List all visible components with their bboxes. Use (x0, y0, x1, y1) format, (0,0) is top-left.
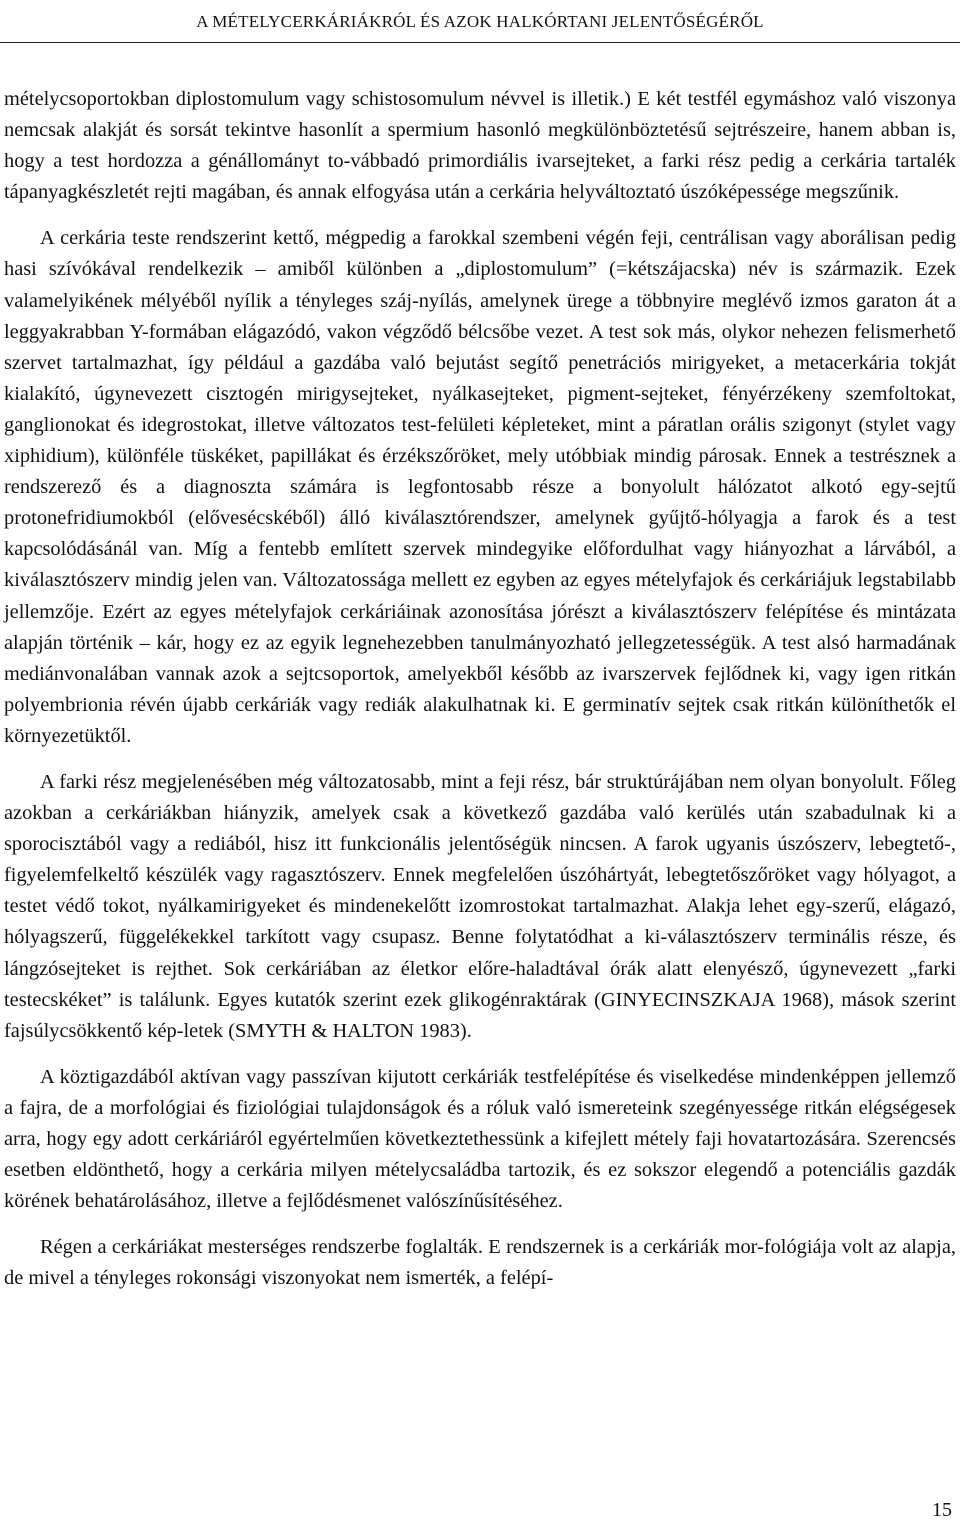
paragraph-classification: Régen a cerkáriákat mesterséges rendszerbe foglalták. E rendszernek is a cerkáriák mor-fológiája volt az alapja, de mivel a tényleges rokonsági viszonyokat nem ismerték, a felépí- (4, 1236, 956, 1290)
page-number: 15 (932, 1499, 952, 1521)
paragraph-behaviour: A köztigazdából aktívan vagy passzívan kijutott cerkáriák testfelépítése és viselkedése mindenképpen jellemző a fajra, de a morfológiai és fiziológiai tulajdonságok és a róluk való ismereteink szegényessége ritkán elégségesek arra, hogy egy adott cerkáriáról egyértelműen következtethessünk a kifejlett métely faji hovatartozására. Szerencsés esetben eldönthető, hogy a cerkária milyen mételycsaládba tartozik, és ez sokszor elegendő a potenciális gazdák körének behatárolásához, illetve a fejlődésmenet valószínűsítéséhez. (4, 1065, 956, 1213)
running-header (0, 0, 960, 44)
paragraph-cercaria-body: A cerkária teste rendszerint kettő, mégpedig a farokkal szembeni végén feji, centrálisan vagy aborálisan pedig hasi szívókával rendelkezik – amiből különben a „diplostomulum” (=kétszájacska) név is származik. Ezek valamelyikének mélyéből nyílik a tényleges száj-nyílás, amelynek ürege a többnyire meglévő izmos garaton át a leggyakrabban Y-formában elágazódó, vakon végződő bélcsőbe vezet. A test sok más, olykor nehezen felismerhető szervet tartalmazhat, így például a gazdába való bejutást segítő penetrációs mirigyeket, a metacerkária tokját kialakító, úgynevezett cisztogén mirigysejteket, nyálkasejteket, pigment-sejteket, fényérzékeny szemfoltokat, ganglionokat és idegrostokat, illetve változatos test-felületi képleteket, mint a páratlan orális szigonyt (stylet vagy xiphidium), különféle tüskéket, papillákat és érzékszőröket, mely utóbbiak mindig párosak. Ennek a testrésznek a rendszerező és a diagnoszta számára is legfontosabb része a bonyolult hálózatot alkotó egy-sejtű protonefridiumokból (elővesécskéből) álló kiválasztórendszer, amelynek gyűjtő-hólyagja a farok és a test kapcsolódásánál van. Míg a fentebb említett szervek mindegyike előfordulhat vagy hiányozhat a lárvából, a kiválasztószerv mindig jelen van. Változatossága mellett ez egyben az egyes mételyfajok és cerkáriájuk legstabilabb jellemzője. Ezért az egyes mételyfajok cerkáriáinak azonosítása jórészt a kiválasztószerv felépítése és mintázata alapján történik – kár, hogy ez az egyik legnehezebben tanulmányozható jellegzetességük. A test alsó harmadának mediánvonalában vannak azok a sejtcsoportok, amelyekből később az ivarszervek fejlődnek ki, vagy igen ritkán polyembrionia révén újabb cerkáriák vagy rediák alakulhatnak ki. E germinatív sejtek csak ritkán különíthetők el környezetüktől. (4, 227, 956, 747)
running-title: A MÉTELYCERKÁRIÁKRÓL ÉS AZOK HALKÓRTANI JELENTŐSÉGÉRŐL (196, 12, 764, 31)
header-rule (0, 42, 960, 43)
paragraph-tail: A farki rész megjelenésében még változatosabb, mint a feji rész, bár struktúrájában nem olyan bonyolult. Főleg azokban a cerkáriákban hiányzik, amelyek csak a következő gazdába való kerülés után szabadulnak ki a sporocisztából vagy a rediából, hisz itt funkcionális jelentőségük nincsen. A farok ugyanis úszószerv, lebegtető-, figyelemfelkeltő készülék vagy ragasztószerv. Ennek megfelelően úszóhártyát, lebegtetőszőröket vagy hólyagot, a testet védő tokot, nyálkamirigyeket és mindenekelőtt izomrostokat tartalmazhat. Alakja lehet egy-szerű, elágazó, hólyagszerű, függelékekkel tarkított vagy csupasz. Benne folytatódhat a ki-választószerv terminális része, és lángzósejteket is rejthet. Sok cerkáriában az életkor előre-haladtával órák alatt elenyésző, úgynevezett „farki testecskéket” is találunk. Egyes kutatók szerint ezek glikogénraktárak (GINYECINSZKAJA 1968), mások szerint fajsúlycsökkentő kép-letek (SMYTH & HALTON 1983). (4, 770, 956, 1042)
page-body (4, 84, 956, 1309)
paragraph-continuation: mételycsoportokban diplostomulum vagy schistosomulum névvel is illetik.) E két testfél egymáshoz való viszonya nemcsak alakját és sorsát tekintve hasonlít a spermium hasonló megkülönböztetésű sejtrészeire, hanem abban is, hogy a test hordozza a génállományt to-vábbadó primordiális ivarsejteket, a farki rész pedig a cerkária tartalék tápanyagkészletét rejti magában, és annak elfogyása után a cerkária helyváltoztató úszóképessége megszűnik. (4, 88, 956, 204)
